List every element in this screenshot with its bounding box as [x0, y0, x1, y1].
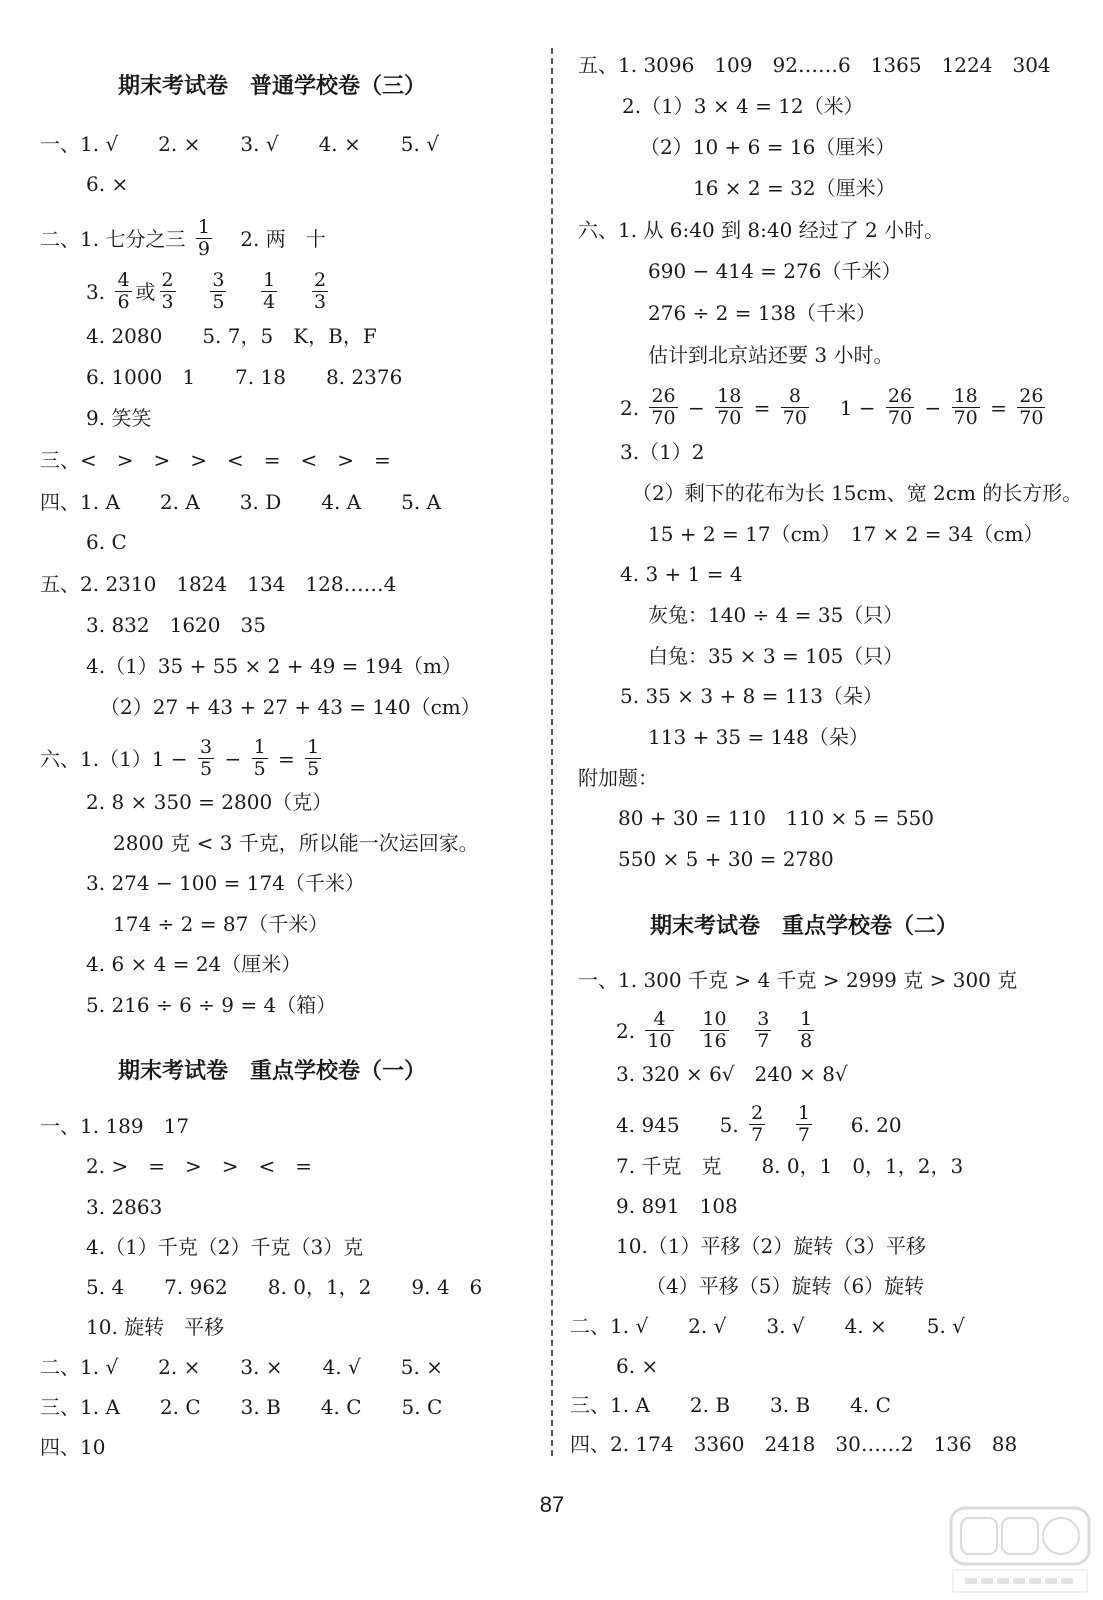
answer-line: 80 + 30 = 110 110 × 5 = 550 [618, 806, 935, 830]
answer-line: 四、1. A 2. A 3. D 4. A 5. A [40, 490, 442, 514]
fraction: $\frac{1}{5}$ [253, 736, 266, 780]
answer-line: 五、2. 2310 1824 134 128……4 [40, 572, 397, 596]
answer-line: 六、1. 从 6:40 到 8:40 经过了 2 小时。 [578, 218, 945, 242]
fraction: $\frac{1}{5}$ [307, 736, 320, 780]
answer-line: 三、1. A 2. B 3. B 4. C [570, 1393, 891, 1417]
answer-line: 二、1. √ 2. √ 3. √ 4. × 5. √ [570, 1314, 965, 1338]
answer-line: 5. 216 ÷ 6 ÷ 9 = 4（箱） [86, 993, 337, 1017]
answer-line: 3.（1）2 [620, 440, 705, 464]
answer-line: 5. 4 7. 962 8. 0，1，2 9. 4 6 [86, 1275, 483, 1299]
fraction: $\frac{3}{7}$ [757, 1008, 770, 1052]
section-title-key-1: 期末考试卷 重点学校卷（一） [118, 1059, 427, 1084]
answer-line: （2）10 + 6 = 16（厘米） [640, 135, 896, 159]
fraction: $\frac{26}{70}$ [1019, 385, 1044, 429]
answer-line: 690 − 414 = 276（千米） [648, 259, 902, 283]
answer-line: 估计到北京站还要 3 小时。 [648, 343, 894, 367]
answer-line: 3. 832 1620 35 [86, 613, 266, 637]
answer-line-fraction: 二、1. 七分之三 $\frac{1}{9}$ 2. 两 十 [40, 216, 326, 260]
answer-line: （2）27 + 43 + 27 + 43 = 140（cm） [100, 695, 481, 719]
answer-line: 三、1. A 2. C 3. B 4. C 5. C [40, 1395, 443, 1419]
answer-line: 6. × [86, 172, 129, 196]
fraction: $\frac{3}{5}$ [200, 736, 213, 780]
answer-line: 四、2. 174 3360 2418 30……2 136 88 [570, 1432, 1018, 1456]
section-title-key-2: 期末考试卷 重点学校卷（二） [650, 914, 959, 939]
fraction: $\frac{2}{7}$ [751, 1102, 764, 1146]
answer-line: 一、1. 189 17 [40, 1114, 190, 1138]
answer-line-fraction: 六、1.（1）1 − $\frac{3}{5}$ − $\frac{1}{5}$ = $\frac{1}{5}$ [40, 736, 320, 780]
fraction: $\frac{26}{70}$ [887, 385, 913, 429]
answer-line: 113 + 35 = 148（朵） [648, 725, 869, 749]
answer-line: 2. > = > > < = [86, 1154, 312, 1178]
answer-line-fraction: 2. $\frac{4}{10}$ $\frac{10}{16}$ $\frac{3}{7}$ $\frac{1}{8}$ [616, 1008, 813, 1052]
answer-line: 3. 274 − 100 = 174（千米） [86, 871, 365, 895]
answer-line: 一、1. 300 千克 > 4 千克 > 2999 克 > 300 克 [578, 968, 1018, 992]
answer-line: 9. 笑笑 [86, 406, 152, 430]
answer-line: 276 ÷ 2 = 138（千米） [648, 301, 877, 325]
answer-line: 6. 1000 1 7. 18 8. 2376 [86, 365, 403, 389]
answer-line: 4.（1）35 + 55 × 2 + 49 = 194（m） [86, 654, 462, 678]
answer-line: 9. 891 108 [616, 1194, 738, 1218]
answer-line: 15 + 2 = 17（cm） 17 × 2 = 34（cm） [648, 522, 1044, 546]
answer-line-fraction: 3. $\frac{4}{6}$ 或 $\frac{2}{3}$ $\frac{3}{5}$ $\frac{1}{4}$ $\frac{2}{3}$ [86, 269, 327, 313]
answer-line: 4.（1）千克（2）千克（3）克 [86, 1235, 364, 1259]
answer-line: 16 × 2 = 32（厘米） [693, 176, 896, 200]
answer-line-fraction: 4. 945 5. $\frac{2}{7}$ $\frac{1}{7}$ 6. 20 [616, 1102, 902, 1146]
fraction: $\frac{8}{70}$ [782, 385, 807, 429]
answer-line: 10. 旋转 平移 [86, 1315, 225, 1339]
fraction: $\frac{1}{8}$ [800, 1008, 813, 1052]
answer-line: 3. 2863 [86, 1195, 163, 1219]
answer-line-fraction: 2. $\frac{26}{70}$ − $\frac{18}{70}$ = $\frac{8}{70}$ 1 − $\frac{26}{70}$ − $\frac{18}{70}$ = $\frac{26}{70}$ [620, 385, 1044, 429]
answer-line: 2800 克 < 3 千克，所以能一次运回家。 [113, 831, 479, 855]
fraction: $\frac{18}{70}$ [717, 385, 742, 429]
fraction: $\frac{1}{9}$ [197, 216, 210, 260]
answer-line: 6. C [86, 530, 127, 554]
answer-line: 一、1. √ 2. × 3. √ 4. × 5. √ [40, 132, 439, 156]
fraction: $\frac{1}{7}$ [797, 1102, 810, 1146]
page-number: 87 [539, 1492, 565, 1517]
answer-line: 四、10 [40, 1435, 106, 1459]
fraction: $\frac{10}{16}$ [702, 1008, 727, 1052]
section-title-ordinary-3: 期末考试卷 普通学校卷（三） [118, 74, 427, 99]
fraction: $\frac{18}{70}$ [953, 385, 978, 429]
answer-line: 4. 3 + 1 = 4 [620, 562, 743, 586]
answer-line: 550 × 5 + 30 = 2780 [618, 847, 834, 871]
fraction: $\frac{4}{10}$ [647, 1008, 672, 1052]
answer-line: 灰兔：140 ÷ 4 = 35（只） [648, 603, 904, 627]
answer-line: 4. 6 × 4 = 24（厘米） [86, 952, 302, 976]
watermark-logo [945, 1504, 1095, 1596]
fraction: $\frac{4}{6}$ [117, 269, 130, 313]
answer-line: 174 ÷ 2 = 87（千米） [113, 912, 329, 936]
answer-line: 7. 千克 克 8. 0，1 0，1，2，3 [616, 1154, 964, 1178]
fraction: $\frac{1}{4}$ [263, 269, 276, 313]
answer-line: 三、< > > > < = < > = [40, 448, 391, 472]
answer-line: 3. 320 × 6√ 240 × 8√ [616, 1062, 848, 1086]
answer-line: 五、1. 3096 109 92……6 1365 1224 304 [578, 53, 1051, 77]
answer-line: 5. 35 × 3 + 8 = 113（朵） [620, 684, 883, 708]
answer-line: 6. × [616, 1354, 659, 1378]
answer-line: 10.（1）平移（2）旋转（3）平移 [616, 1234, 926, 1258]
column-divider [551, 48, 553, 1456]
answer-line: 二、1. √ 2. × 3. × 4. √ 5. × [40, 1355, 443, 1379]
answer-line: 2.（1）3 × 4 = 12（米） [622, 94, 864, 118]
answer-line: （2）剩下的花布为长 15cm、宽 2cm 的长方形。 [632, 481, 1083, 505]
answer-line: 4. 2080 5. 7，5 K，B，F [86, 324, 377, 348]
fraction: $\frac{2}{3}$ [161, 269, 174, 313]
fraction: $\frac{26}{70}$ [651, 385, 676, 429]
answer-line: 2. 8 × 350 = 2800（克） [86, 790, 333, 814]
fraction: $\frac{2}{3}$ [313, 269, 327, 313]
answer-line: 白兔：35 × 3 = 105（只） [648, 644, 904, 668]
fraction: $\frac{3}{5}$ [212, 269, 225, 313]
bonus-heading: 附加题： [578, 766, 658, 790]
answer-line: （4）平移（5）旋转（6）旋转 [646, 1274, 925, 1298]
